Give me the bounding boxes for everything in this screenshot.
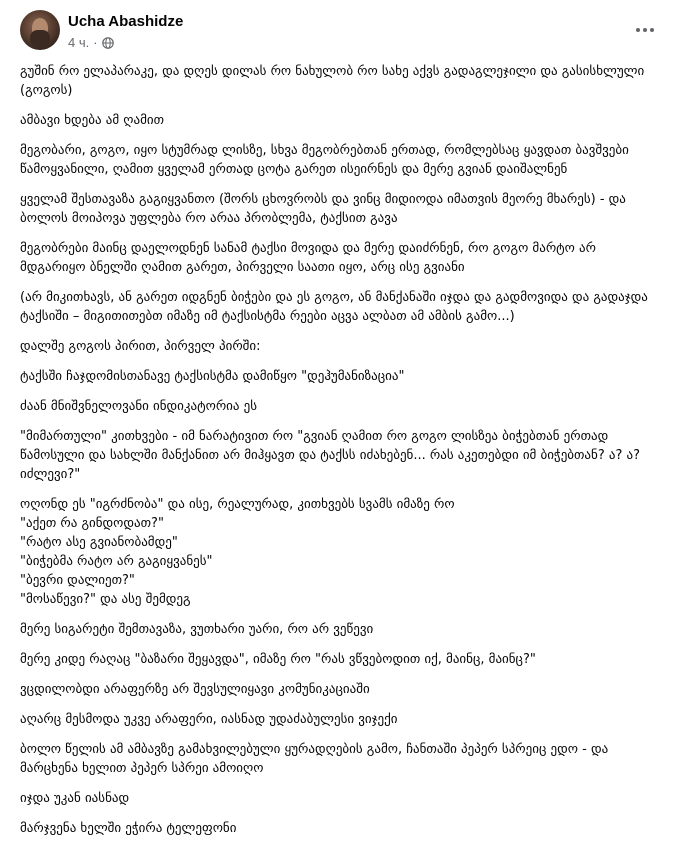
post-paragraph: იჯდა უკან იასნად [20, 791, 130, 806]
avatar-beard [30, 30, 50, 48]
post-meta [68, 35, 114, 50]
post-paragraph: დალშე გოგოს პირით, პირველ პირში: [20, 339, 261, 354]
author-name[interactable]: Ucha Abashidze [68, 13, 184, 30]
post-paragraph: მერე კიდე რაღაც "ბაზარი შეყავდა", იმაზე რო "რას ვწვებოდით იქ, მაინც, მაინც?" [20, 652, 536, 667]
globe-icon[interactable] [102, 37, 114, 49]
post-body [20, 62, 660, 849]
post-paragraph: მერე სიგარეტი შემთავაზა, ვუთხარი უარი, რო არ ვეწევი [20, 622, 374, 637]
post-paragraph: ოღონდ ეს "იგრძნობა" და ისე, რეალურად, კითხვებს სვამს იმაზე რო "აქეთ რა გინდოდათ?" "რატო ასე გვიანობამდე" "ბიჭებმა რატო არ გაგიყვანეს" "ბევრი დალიეთ?" "მოსაწევი?" და ასე შემდეგ [20, 497, 455, 607]
post-paragraph: ძაან მნიშვნელოვანი ინდიკატორია ეს [20, 399, 258, 414]
post-paragraph: ვცდილობდი არაფერზე არ შევსულიყავი კომუნიკაციაში [20, 682, 370, 697]
post-paragraph: აღარც მესმოდა უკვე არაფერი, იასნად უდაძაბულესი ვიჯექი [20, 712, 398, 727]
post-paragraph: "მიმართული" კითხვები - იმ ნარატივით რო "გვიან ღამით რო გოგო ლისზეა ბიჭებთან ერთად წამოსული და სახლში მანქანით არ მიჰყავთ და ტაქსს იძახებენ... რას აკეთებდი იმ ბიჭებთან? ა? ა? იძლევი?" [20, 429, 640, 482]
post-paragraph: ამბავი ხდება ამ ღამით [20, 113, 165, 128]
more-horizontal-icon[interactable] [630, 18, 660, 42]
post-paragraph: მარჯვენა ხელში ეჭირა ტელეფონი [20, 821, 237, 836]
post-paragraph: მეგობრები მაინც დაელოდნენ სანამ ტაქსი მოვიდა და მერე დაიძრნენ, რო გოგო მარტო არ მდგარიყო ბნელში ღამით გარეთ, პირველი საათი იყო, არც ისე გვიანი [20, 241, 596, 275]
post-paragraph: მეგობარი, გოგო, იყო სტუმრად ლისზე, სხვა მეგობრებთან ერთად, რომლებსაც ყავდათ ბავშვები წამოყვანილი, ღამით ყველამ ერთად ცოტა გარეთ ისეირნეს და მერე გვიან დაიშალნენ [20, 143, 629, 177]
post-paragraph: ბოლო წელის ამ ამბავზე გამახვილებული ყურადღების გამო, ჩანთაში პეპერ სპრეიც ედო - და მარცხენა ხელით პეპერ სპრეი ამოიღო [20, 742, 609, 776]
post-paragraph: ყველამ შესთავაზა გაგიყვანთო (შორს ცხოვრობს და ვინც მიდიოდა იმათვის მეორე მხარეს) - და ბოლოს მოიპოვა უფლება რო არაა პრობლემა, ტაქსით გავა [20, 192, 626, 226]
post-paragraph: გუშინ რო ელაპარაკე, და დღეს დილას რო ნახულობ რო სახე აქვს გადაგლეჯილი და გასისხლული (გოგოს) [20, 64, 645, 98]
post-paragraph: (არ მიკითხავს, ან გარეთ იდგნენ ბიჭები და ეს გოგო, ან მანქანაში იჯდა და გადმოვიდა და გადაჯდა ტაქსიში – მიგითითებთ იმაზე იმ ტაქსისტმა რეები აცვა ალბათ ამ ამბის გამო...) [20, 290, 648, 324]
post-header [20, 10, 660, 58]
post-paragraph: ტაქსში ჩაჯდომისთანავე ტაქსისტმა დამიწყო "დეჰუმანიზაცია" [20, 369, 405, 384]
avatar[interactable] [20, 10, 60, 50]
post-time[interactable]: 4 ч. [68, 35, 90, 50]
meta-separator: · [93, 35, 98, 50]
